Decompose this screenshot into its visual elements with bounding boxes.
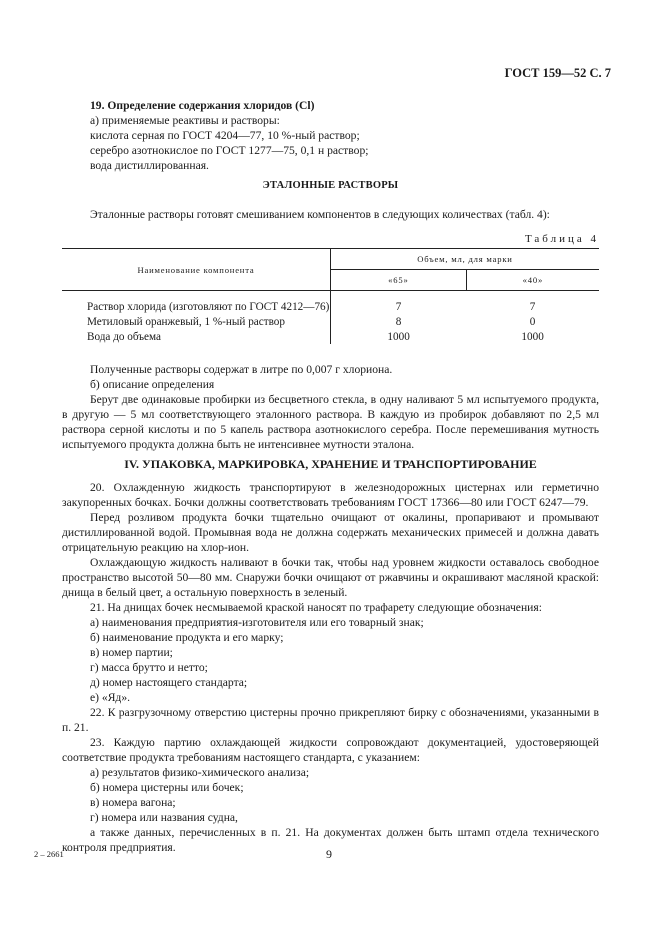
list-item: а) результатов физико-химического анализа;: [90, 766, 310, 779]
section-19-line: серебро азотнокислое по ГОСТ 1277—75, 0,1 н раствор;: [90, 144, 369, 157]
etalon-intro: Эталонные растворы готовят смешиванием компонентов в следующих количествах (табл. 4):: [90, 208, 550, 221]
list-item: д) номер настоящего стандарта;: [90, 676, 248, 689]
after-table-block: [62, 362, 599, 452]
components-table: [62, 248, 599, 344]
table-cell-name: Метиловый оранжевый, 1 %-ный раствор: [62, 314, 331, 329]
table-cell-value: 7: [529, 300, 536, 313]
list-item: в) номер партии;: [90, 646, 173, 659]
table-header-name: Наименование компонента: [62, 249, 331, 291]
paragraph-20c: Охлаждающую жидкость наливают в бочки так, чтобы над уровнем жидкости оставалось свободное пространство высотой 50—80 мм. Снаружи бочки очищают от ржавчины и окрашивают масляной краской: днища в белый цвет, а остальную поверхность в зеленый.: [62, 556, 599, 599]
list-item: б) наименование продукта и его марку;: [90, 631, 284, 644]
section-19-line: кислота серная по ГОСТ 4204—77, 10 %-ный раствор;: [90, 129, 360, 142]
list-item: в) номера вагона;: [90, 796, 176, 809]
paragraph-23-end: а также данных, перечисленных в п. 21. На документах должен быть штамп отдела технического контроля предприятия.: [62, 826, 599, 854]
after-table-line: б) описание определения: [90, 378, 215, 391]
list-item: а) наименования предприятия-изготовителя или его товарный знак;: [90, 616, 424, 629]
table-cell-name: Раствор хлорида (изготовляют по ГОСТ 4212—76): [62, 291, 331, 315]
table-cell-value: 7: [395, 300, 402, 313]
table-cell-value: 1000: [521, 330, 544, 343]
section-4-heading: IV. УПАКОВКА, МАРКИРОВКА, ХРАНЕНИЕ И ТРАНСПОРТИРОВАНИЕ: [124, 457, 537, 471]
paragraph-20: 20. Охлажденную жидкость транспортируют в железнодорожных цистернах или герметично закупоренных бочках. Бочки должны соответствовать требованиям ГОСТ 17366—80 или ГОСТ 6247—79.: [62, 481, 599, 509]
page-number: 9: [326, 847, 332, 861]
paragraph-22: 22. К разгрузочному отверстию цистерны прочно прикрепляют бирку с обозначениями, указанными в п. 21.: [62, 706, 599, 734]
list-item: г) номера или названия судна,: [90, 811, 238, 824]
section-4-block: [62, 480, 599, 855]
table-header-volume: Объем, мл, для марки: [331, 249, 600, 270]
section-19-title: 19. Определение содержания хлоридов (Cl): [90, 99, 315, 112]
section-19: [90, 98, 610, 173]
table-label: Таблица 4: [524, 233, 599, 245]
table-row: [62, 291, 599, 315]
table-row: [62, 329, 599, 344]
table-row: [62, 314, 599, 329]
paragraph-23: 23. Каждую партию охлаждающей жидкости сопровождают документацией, удостоверяющей соответствие продукта требованиям настоящего стандарта, с указанием:: [62, 736, 599, 764]
table-header-grade-40: «40»: [466, 270, 599, 291]
after-table-line: Полученные растворы содержат в литре по 0,007 г хлориона.: [90, 363, 393, 376]
list-item: е) «Яд».: [90, 691, 131, 704]
list-item: б) номера цистерны или бочек;: [90, 781, 244, 794]
table-cell-value: 0: [529, 315, 536, 328]
description-paragraph: Берут две одинаковые пробирки из бесцветного стекла, в одну наливают 5 мл испытуемого продукта, в другую — 5 мл соответствующего эталонного раствора. В каждую из пробирок добавляют по 2,5 мл раствора серной кислоты и по 5 капель раствора азотнокислого серебра. После перемешивания мутность испытуемого продукта должна быть не интенсивнее мутности эталона.: [62, 393, 599, 451]
section-19-line: а) применяемые реактивы и растворы:: [90, 114, 280, 127]
paragraph-20b: Перед розливом продукта бочки тщательно очищают от окалины, пропаривают и промывают дистиллированной водой. Промывная вода не должна содержать механических примесей и должна давать отрицательную реакцию на хлор-ион.: [62, 511, 599, 554]
list-item: г) масса брутто и нетто;: [90, 661, 208, 674]
table-cell-name: Вода до объема: [62, 329, 331, 344]
paragraph-21: 21. На днищах бочек несмываемой краской наносят по трафарету следующие обозначения:: [90, 601, 542, 614]
table-cell-value: 1000: [387, 330, 410, 343]
footer-code: 2 – 2661: [34, 849, 64, 859]
section-19-line: вода дистиллированная.: [90, 159, 209, 172]
etalon-heading: ЭТАЛОННЫЕ РАСТВОРЫ: [262, 180, 399, 191]
table-header-grade-65: «65»: [331, 270, 467, 291]
page-header: ГОСТ 159—52 С. 7: [504, 66, 611, 80]
table-cell-value: 8: [395, 315, 402, 328]
